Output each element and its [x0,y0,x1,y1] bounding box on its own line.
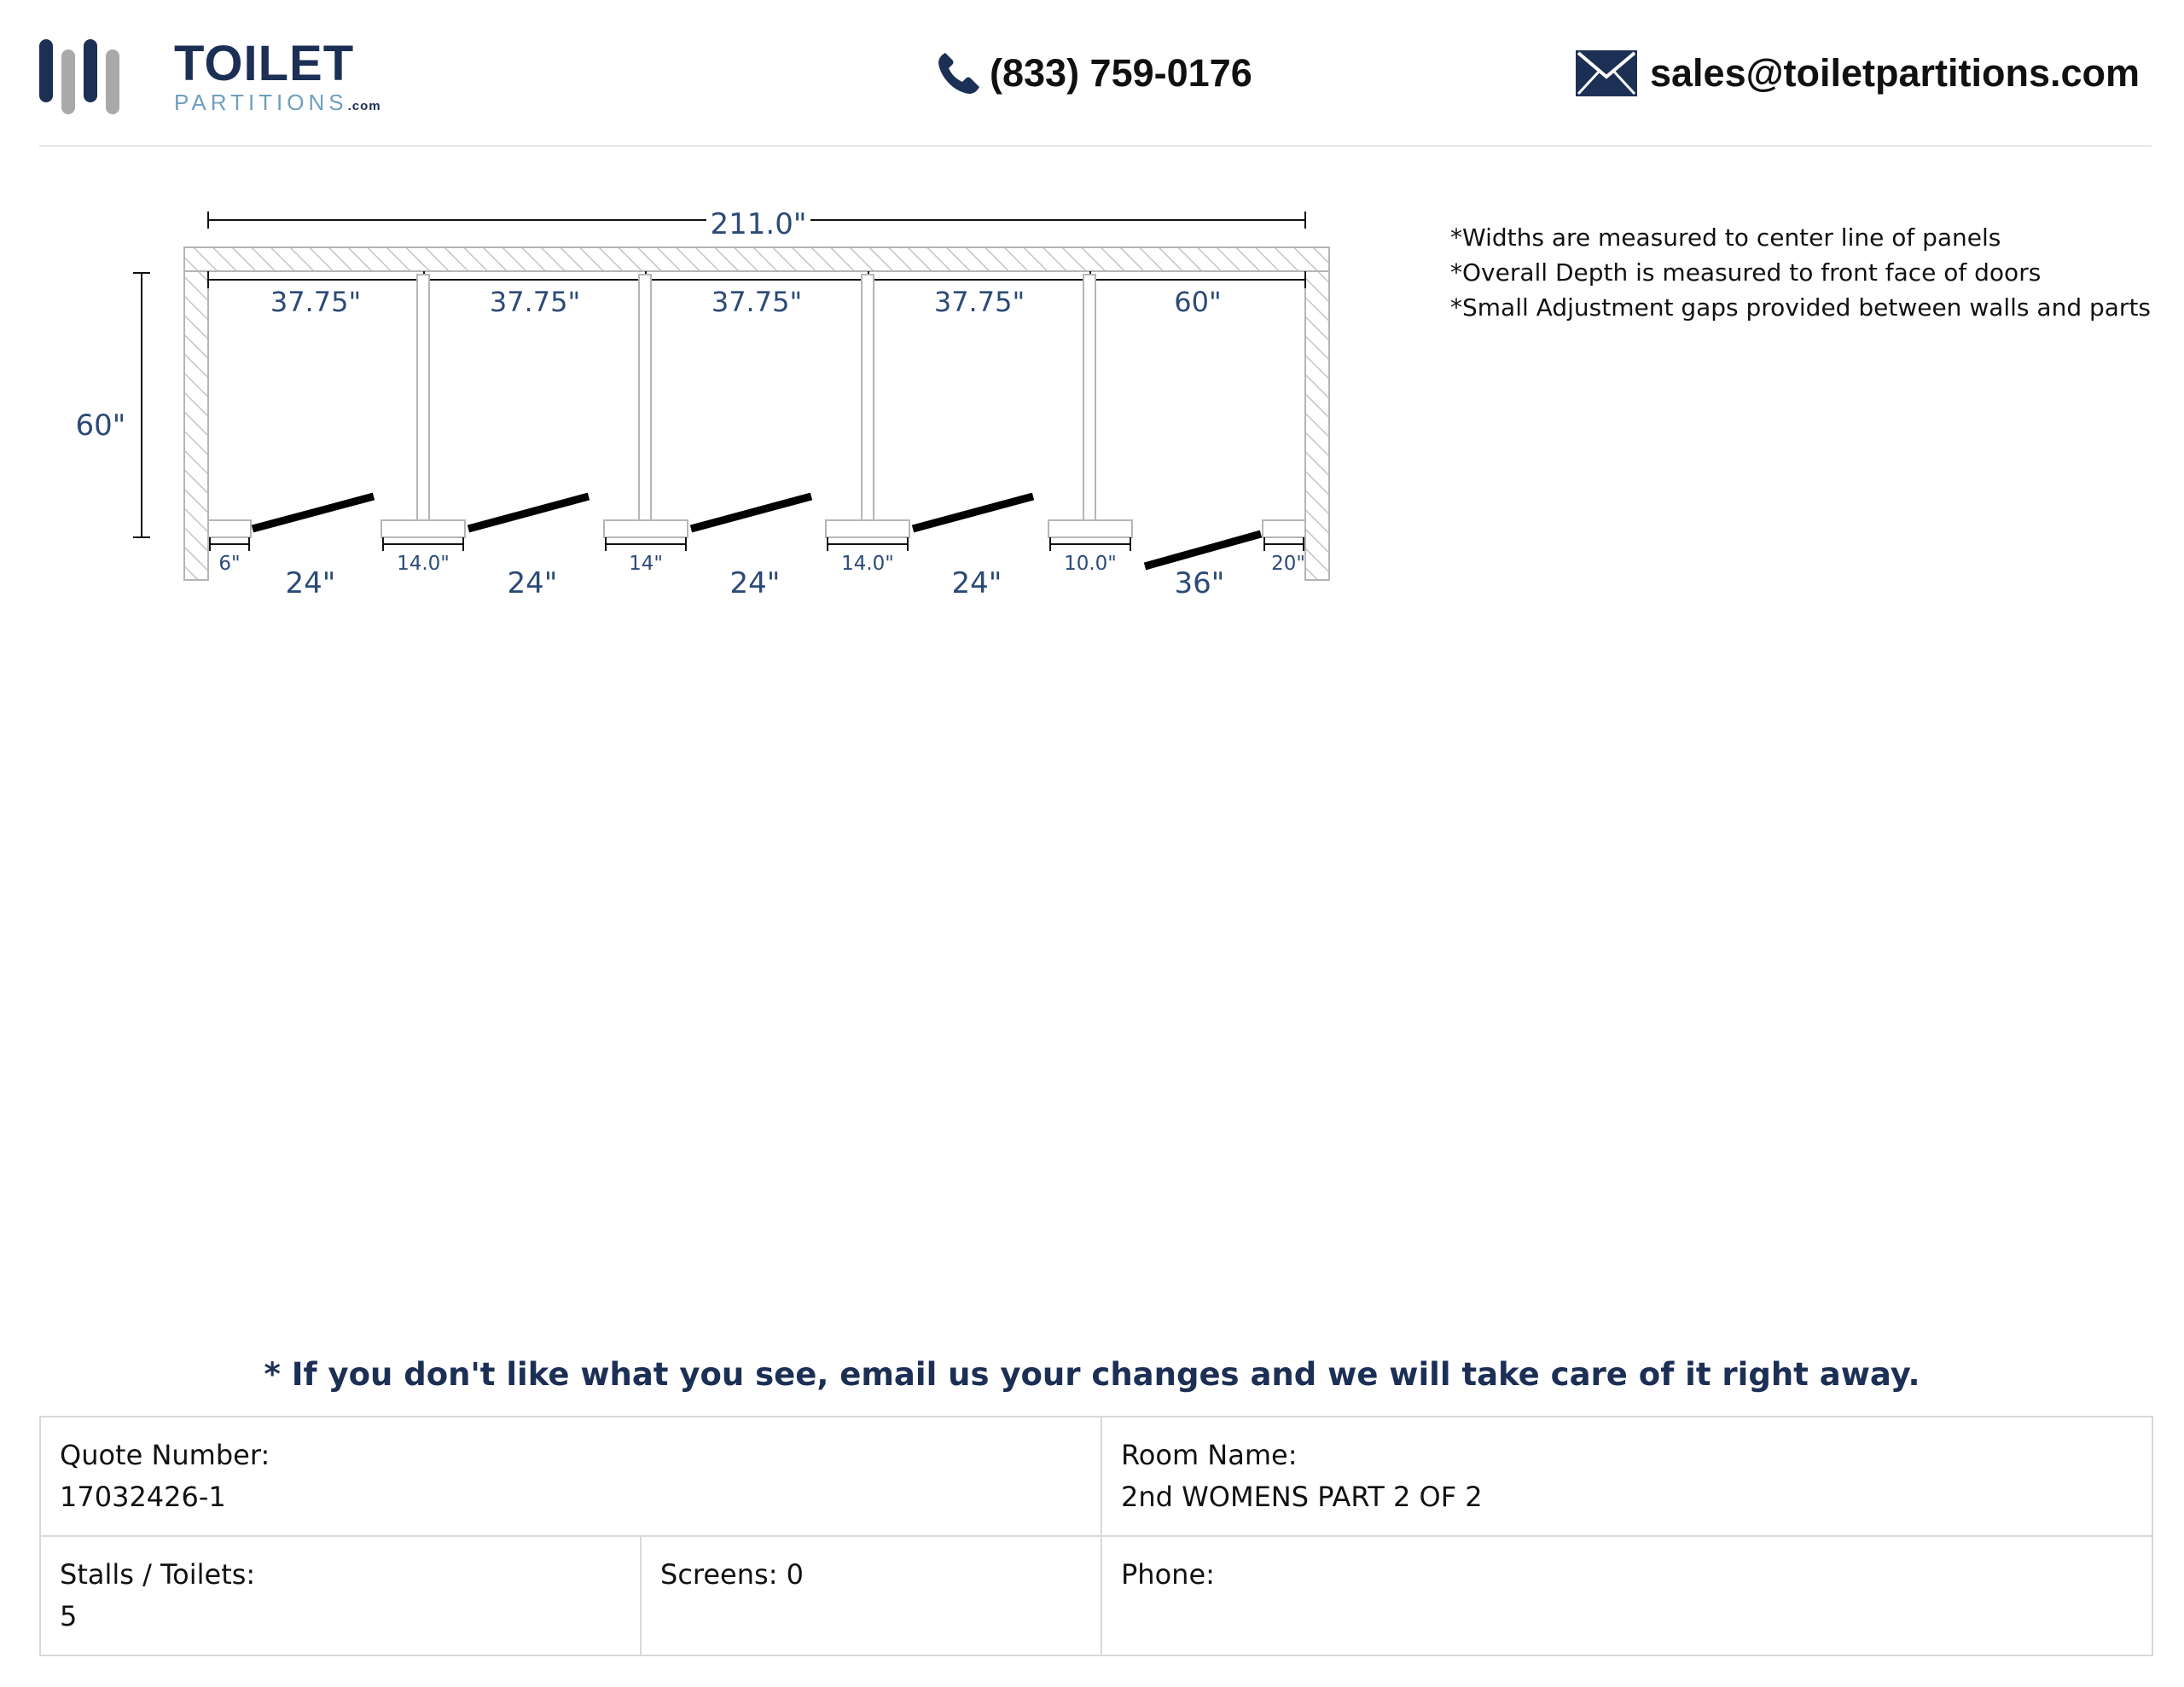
partition-layout-drawing [0,171,1382,631]
stall-width-label: 37.75" [933,286,1025,318]
pilaster-width-label: 20" [1271,553,1305,575]
back-wall [184,247,1329,271]
phone-label: Phone: [1121,1558,1215,1591]
drawing-notes [1450,220,2167,325]
room-name-label: Room Name: [1121,1439,1298,1471]
logo-bars-icon [38,38,123,116]
room-name-cell [1102,1417,2152,1537]
pilaster-width-label: 6" [218,553,241,575]
pilasters [208,520,1305,537]
door-width-label: 24" [285,566,336,600]
door-width-label: 24" [951,566,1002,600]
overall-width-dimension [208,207,1305,241]
stall-width-label: 37.75" [489,286,581,318]
stall-width-label: 60" [1174,286,1222,318]
note-line: *Widths are measured to center line of panels [1450,223,2001,252]
pilaster-width-label: 14.0" [397,553,450,575]
stalls-cell [41,1537,642,1656]
quote-number-cell [41,1417,1102,1537]
note-line: *Small Adjustment gaps provided between walls and parts [1450,293,2152,322]
logo-subtitle [174,90,381,119]
stall-width-label: 37.75" [711,286,803,318]
phone-icon [933,48,985,99]
phone-number[interactable]: (833) 759-0176 [990,51,1252,95]
logo-sub-text: PARTITIONS [174,90,348,115]
right-wall [1305,271,1329,580]
logo-sub-suffix: .com [347,99,381,113]
room-name-value: 2nd WOMENS PART 2 OF 2 [1121,1481,1483,1513]
left-wall [184,271,208,580]
quote-info-table [39,1416,2153,1656]
header-phone[interactable] [933,46,1252,101]
quote-number-label: Quote Number: [60,1439,270,1471]
email-address[interactable]: sales@toiletpartitions.com [1650,51,2140,95]
overall-width-label: 211.0" [710,207,807,241]
envelope-icon [1575,49,1638,97]
phone-cell [1102,1537,2152,1656]
stall-width-label: 37.75" [270,286,362,318]
company-logo[interactable] [38,38,413,116]
page-header [0,0,2184,147]
pilaster-width-label: 10.0" [1064,553,1117,575]
pilaster-width-label: 14" [629,553,663,575]
changes-tagline: * If you don't like what you see, email us your changes and we will take care of it right away. [264,1356,1920,1393]
header-divider [39,145,2152,147]
depth-label: 60" [75,409,126,443]
table-column-divider [1101,1417,1102,1655]
pilaster-dimensions [210,537,1304,551]
screens-cell [642,1537,1102,1656]
door-width-label: 24" [729,566,781,600]
door-width-label: 36" [1174,566,1225,600]
pilaster-width-label: 14.0" [841,553,894,575]
depth-dimension [76,273,150,537]
note-line: *Overall Depth is measured to front face of doors [1450,258,2042,287]
stalls-label: Stalls / Toilets: [60,1558,256,1591]
stalls-value: 5 [60,1600,78,1632]
logo-title: TOILET [174,36,355,91]
quote-number-value: 17032426-1 [60,1481,226,1513]
table-column-divider [640,1537,642,1655]
header-email[interactable] [1575,46,2140,101]
screens-label: Screens: 0 [660,1558,804,1591]
door-width-label: 24" [507,566,558,600]
table-row-divider [41,1535,2152,1537]
